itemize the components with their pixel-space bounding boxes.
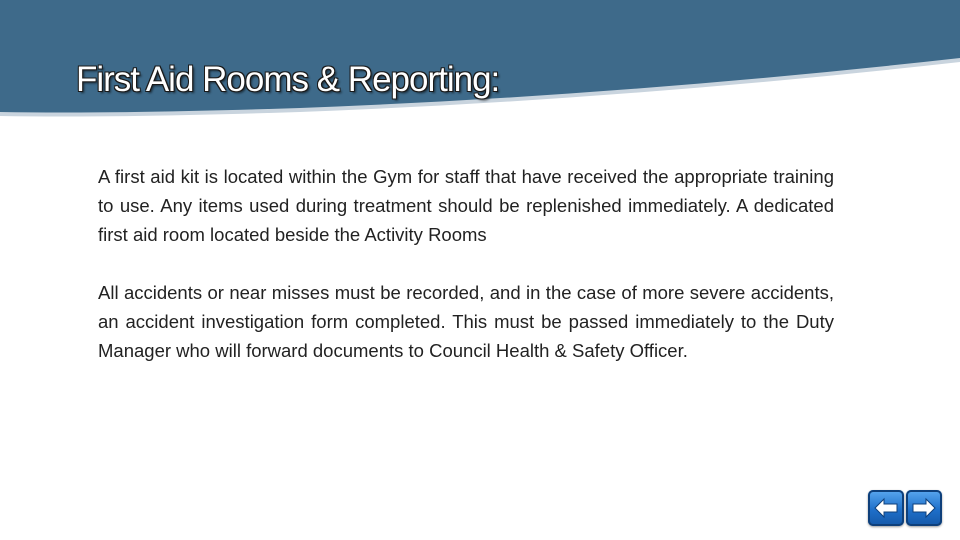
paragraph-accident-reporting: All accidents or near misses must be recorded, and in the case of more severe accidents, an accident investigation form completed. This must be passed immediately to the Duty Manager who will forward documents to Council Health & Safety Officer. xyxy=(98,282,834,361)
next-slide-button[interactable] xyxy=(906,490,942,526)
arrow-right-icon xyxy=(906,490,942,526)
paragraph-first-aid-kit: A first aid kit is located within the Gym for staff that have received the appropriate training to use. Any items used during treatment should be replenished immediately. A dedicated first aid room located beside the Activity Rooms xyxy=(98,166,834,245)
arrow-left-icon xyxy=(868,490,904,526)
previous-slide-button[interactable] xyxy=(868,490,904,526)
slide-navigation xyxy=(868,490,942,526)
slide-body xyxy=(98,162,834,394)
slide-title: First Aid Rooms & Reporting: xyxy=(76,60,500,99)
